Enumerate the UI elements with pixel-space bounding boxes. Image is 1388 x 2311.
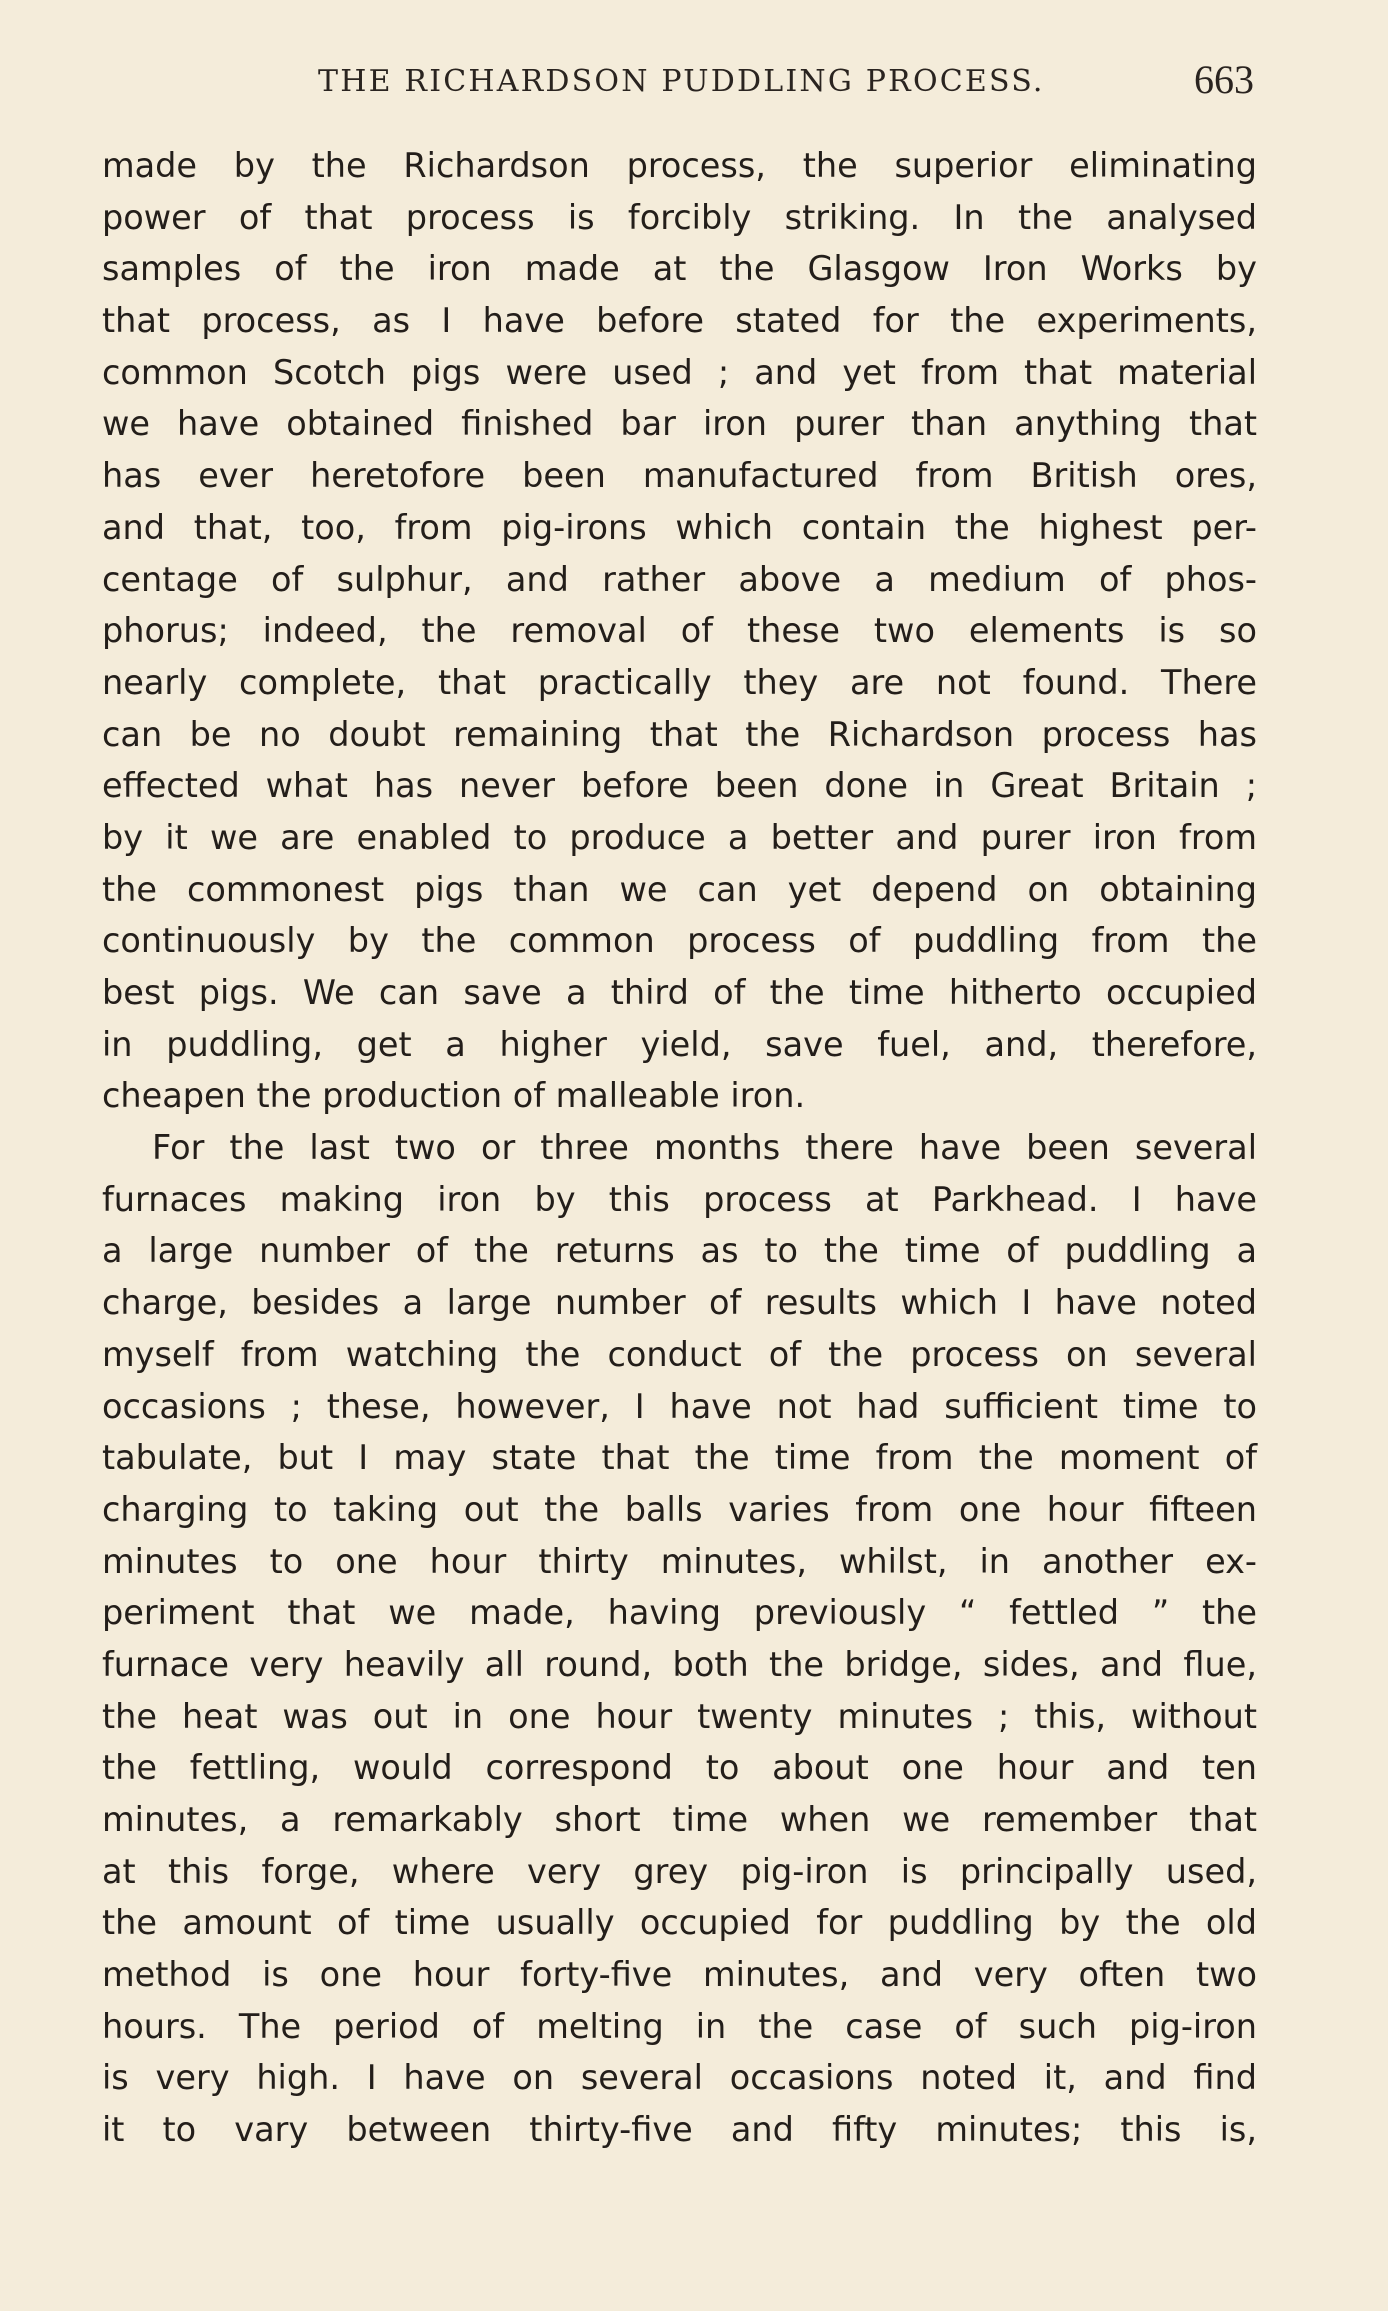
text-line: can be no doubt remaining that the Richardson process has: [102, 714, 1257, 754]
text-line: charge, besides a large number of results which I have noted: [102, 1283, 1257, 1323]
text-line: myself from watching the conduct of the process on several: [102, 1334, 1257, 1374]
text-line: the fettling, would correspond to about one hour and ten: [102, 1748, 1257, 1788]
page-number: 663: [1194, 57, 1254, 102]
text-line: method is one hour forty-five minutes, and very often two: [102, 1955, 1257, 1995]
text-line: and that, too, from pig-irons which contain the highest per-: [102, 507, 1257, 547]
text-line: minutes to one hour thirty minutes, whilst, in another ex-: [102, 1541, 1257, 1581]
text-line: hours. The period of melting in the case of such pig-iron: [102, 2006, 1257, 2046]
text-line: occasions ; these, however, I have not had sufficient time to: [102, 1386, 1257, 1426]
text-line: samples of the iron made at the Glasgow Iron Works by: [102, 249, 1257, 289]
text-line: it to vary between thirty-five and fifty minutes; this is,: [102, 2110, 1257, 2150]
text-line: periment that we made, having previously “ fettled ” the: [102, 1593, 1257, 1633]
text-line: minutes, a remarkably short time when we remember that: [102, 1800, 1257, 1839]
text-line: at this forge, where very grey pig-iron is principally used,: [102, 1851, 1257, 1891]
text-line: made by the Richardson process, the superior eliminating: [102, 146, 1257, 185]
running-head: [100, 54, 1264, 114]
text-line: we have obtained finished bar iron purer than anything that: [102, 404, 1257, 444]
text-line: by it we are enabled to produce a better and purer iron from: [102, 817, 1257, 857]
text-line: common Scotch pigs were used ; and yet from that material: [102, 352, 1257, 392]
text-line: charging to taking out the balls varies from one hour fifteen: [102, 1489, 1257, 1529]
text-line: phorus; indeed, the removal of these two elements is so: [102, 611, 1257, 651]
running-title: THE RICHARDSON PUDDLING PROCESS.: [318, 64, 1045, 99]
text-line: in puddling, get a higher yield, save fuel, and, therefore,: [102, 1024, 1257, 1064]
text-line: continuously by the common process of puddling from the: [102, 921, 1257, 961]
text-line: centage of sulphur, and rather above a medium of phos-: [102, 559, 1257, 599]
text-line: best pigs. We can save a third of the time hitherto occupied: [102, 973, 1257, 1012]
paragraph-start-line: For the last two or three months there have been several: [152, 1128, 1257, 1168]
body-text: [102, 140, 1257, 2156]
paragraph-end-line: cheapen the production of malleable iron.: [102, 1076, 806, 1116]
text-line: tabulate, but I may state that the time from the moment of: [102, 1438, 1257, 1478]
text-line: the heat was out in one hour twenty minutes ; this, without: [102, 1696, 1257, 1736]
text-line: effected what has never before been done in Great Britain ;: [102, 766, 1257, 806]
text-line: is very high. I have on several occasions noted it, and find: [102, 2058, 1257, 2098]
text-line: that process, as I have before stated for the experiments,: [102, 301, 1257, 341]
text-line: nearly complete, that practically they are not found. There: [102, 662, 1257, 702]
text-line: the commonest pigs than we can yet depend on obtaining: [102, 869, 1257, 909]
text-line: the amount of time usually occupied for puddling by the old: [102, 1903, 1257, 1943]
text-line: has ever heretofore been manufactured from British ores,: [102, 456, 1257, 496]
text-line: a large number of the returns as to the time of puddling a: [102, 1231, 1257, 1271]
text-line: furnace very heavily all round, both the bridge, sides, and flue,: [102, 1644, 1257, 1684]
text-line: power of that process is forcibly striking. In the analysed: [102, 197, 1257, 237]
text-line: furnaces making iron by this process at Parkhead. I have: [102, 1179, 1257, 1219]
